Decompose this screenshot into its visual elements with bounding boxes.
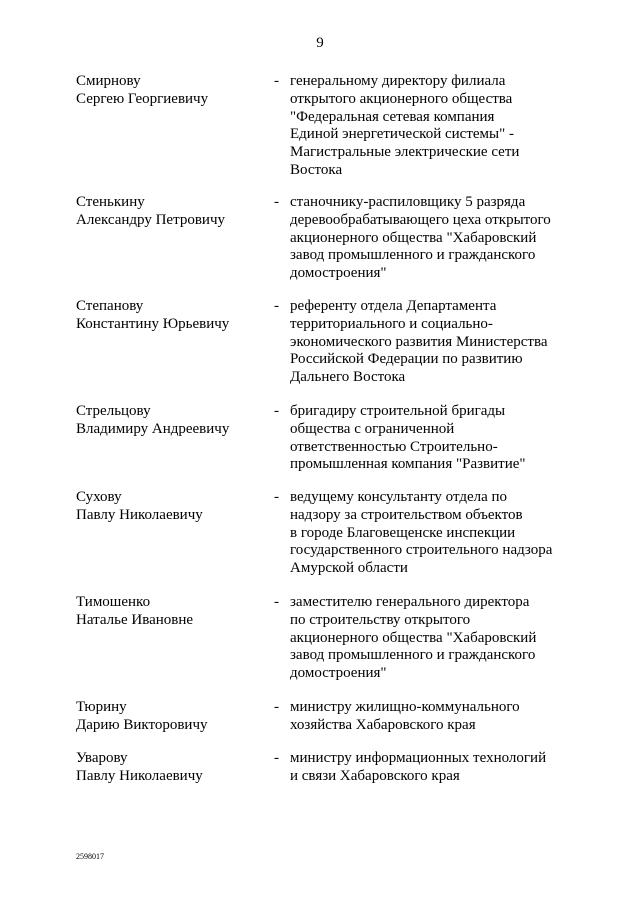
- person-name: [76, 298, 266, 334]
- description-line: ответственностью Строительно-: [290, 438, 498, 455]
- separator-dash: -: [274, 489, 279, 505]
- given-names: Александру Петровичу: [76, 211, 225, 228]
- surname: Стенькину: [76, 194, 145, 210]
- separator-dash: -: [274, 194, 279, 210]
- position-description: [290, 489, 570, 578]
- position-description: [290, 594, 570, 683]
- description-line: Востока: [290, 161, 343, 178]
- document-code: 2598017: [76, 852, 104, 861]
- position-description: [290, 699, 570, 735]
- description-line: домостроения": [290, 665, 387, 682]
- description-line: и связи Хабаровского края: [290, 767, 460, 784]
- position-description: [290, 750, 570, 786]
- person-name: [76, 403, 266, 439]
- description-line: бригадиру строительной бригады: [290, 403, 506, 419]
- person-name: [76, 594, 266, 630]
- person-name: [76, 699, 266, 735]
- given-names: Сергею Георгиевичу: [76, 90, 209, 107]
- surname: Тюрину: [76, 699, 127, 715]
- description-line: завод промышленного и гражданского: [290, 647, 536, 664]
- separator-dash: -: [274, 403, 279, 419]
- given-names: Константину Юрьевичу: [76, 315, 230, 332]
- surname: Смирнову: [76, 73, 141, 89]
- given-names: Владимиру Андреевичу: [76, 420, 230, 437]
- description-line: Российской Федерации по развитию: [290, 351, 523, 368]
- description-line: завод промышленного и гражданского: [290, 247, 536, 264]
- surname: Уварову: [76, 750, 128, 766]
- description-line: Единой энергетической системы" -: [290, 126, 514, 143]
- description-line: надзору за строительством объектов: [290, 506, 523, 523]
- description-line: экономического развития Министерства: [290, 333, 548, 350]
- surname: Тимошенко: [76, 594, 151, 610]
- description-line: министру жилищно-коммунального: [290, 699, 520, 715]
- surname: Сухову: [76, 489, 122, 505]
- description-line: генеральному директору филиала: [290, 73, 506, 89]
- given-names: Дарию Викторовичу: [76, 716, 208, 733]
- description-line: ведущему консультанту отдела по: [290, 489, 508, 505]
- given-names: Павлу Николаевичу: [76, 767, 203, 784]
- surname: Степанову: [76, 298, 144, 314]
- description-line: хозяйства Хабаровского края: [290, 716, 476, 733]
- description-line: Дальнего Востока: [290, 369, 406, 386]
- description-line: "Федеральная сетевая компания: [290, 108, 495, 125]
- position-description: [290, 73, 570, 180]
- description-line: государственного строительного надзора: [290, 542, 553, 559]
- description-line: домостроения": [290, 265, 387, 282]
- person-name: [76, 750, 266, 786]
- given-names: Павлу Николаевичу: [76, 506, 203, 523]
- person-name: [76, 194, 266, 230]
- position-description: [290, 194, 570, 283]
- description-line: акционерного общества "Хабаровский: [290, 629, 537, 646]
- description-line: министру информационных технологий: [290, 750, 547, 766]
- surname: Стрельцову: [76, 403, 151, 419]
- separator-dash: -: [274, 594, 279, 610]
- description-line: общества с ограниченной: [290, 420, 455, 437]
- description-line: деревообрабатывающего цеха открытого: [290, 211, 551, 228]
- separator-dash: -: [274, 73, 279, 89]
- description-line: территориального и социально-: [290, 315, 493, 332]
- description-line: открытого акционерного общества: [290, 90, 513, 107]
- person-name: [76, 489, 266, 525]
- description-line: референту отдела Департамента: [290, 298, 497, 314]
- separator-dash: -: [274, 298, 279, 314]
- separator-dash: -: [274, 750, 279, 766]
- description-line: промышленная компания "Развитие": [290, 456, 526, 473]
- description-line: Магистральные электрические сети: [290, 144, 520, 161]
- description-line: Амурской области: [290, 560, 408, 577]
- page-number: 9: [316, 35, 324, 51]
- description-line: акционерного общества "Хабаровский: [290, 229, 537, 246]
- description-line: по строительству открытого: [290, 611, 471, 628]
- description-line: станочнику-распиловщику 5 разряда: [290, 194, 526, 210]
- person-name: [76, 73, 266, 109]
- given-names: Наталье Ивановне: [76, 611, 194, 628]
- position-description: [290, 298, 570, 387]
- position-description: [290, 403, 570, 474]
- description-line: заместителю генерального директора: [290, 594, 530, 610]
- separator-dash: -: [274, 699, 279, 715]
- description-line: в городе Благовещенске инспекции: [290, 524, 516, 541]
